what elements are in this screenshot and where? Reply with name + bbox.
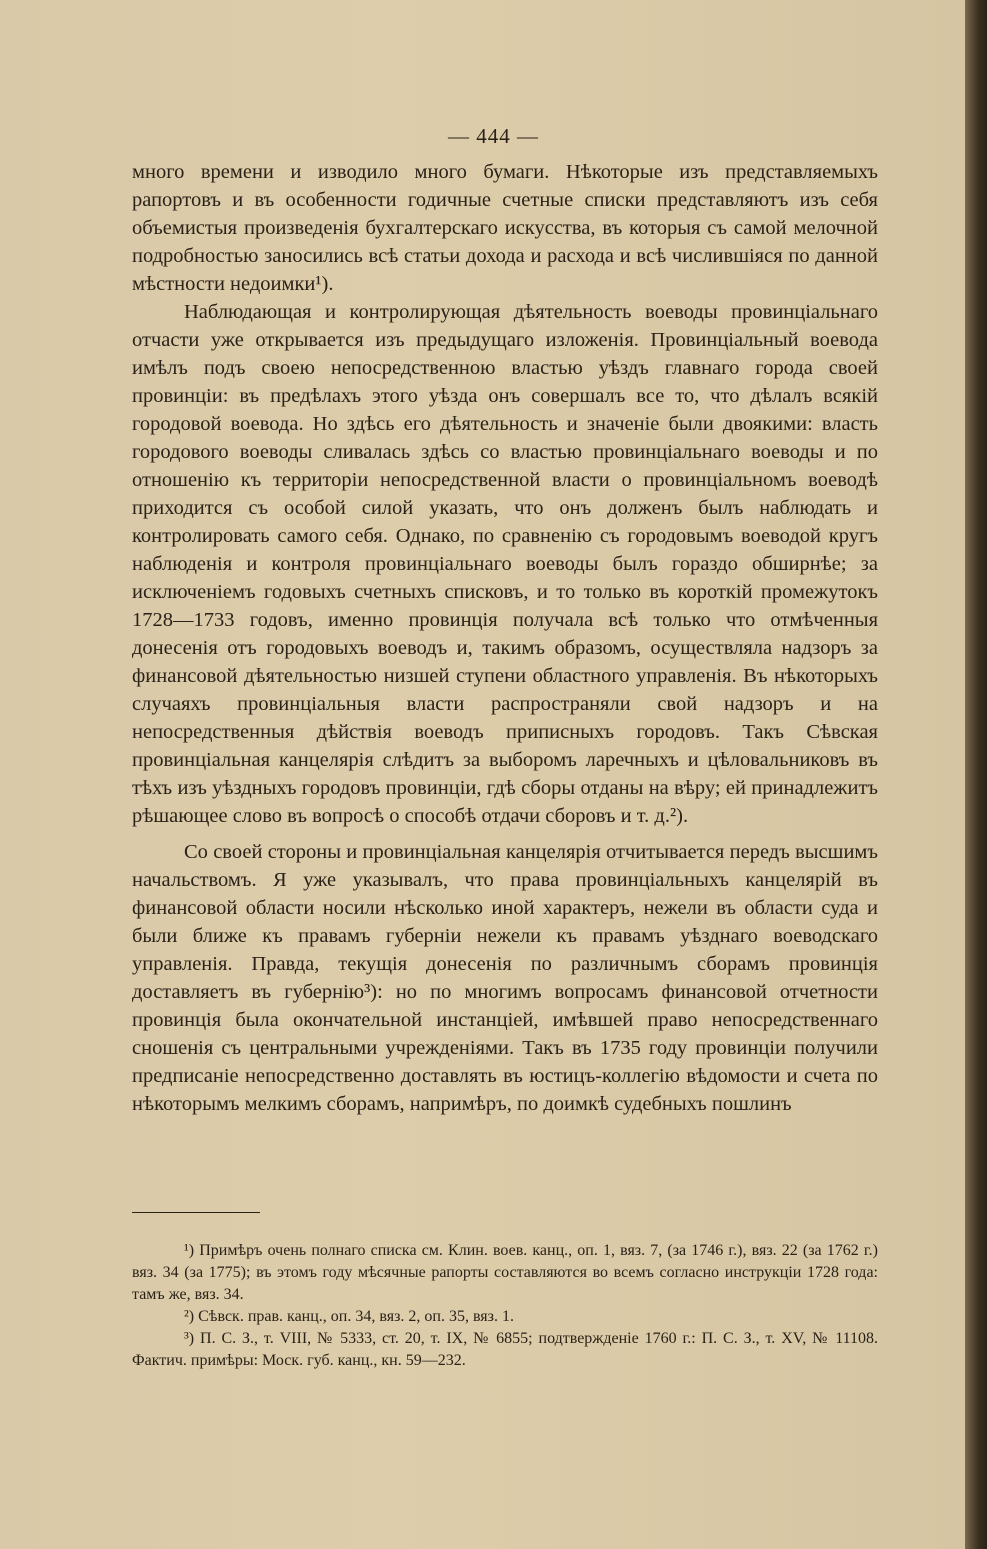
paragraph-1: много времени и изводило много бумаги. Нѣкоторые изъ представляемыхъ рапортовъ и въ особенности годичные счетные списки представляютъ изъ себя объемистыя произведенія бухгалтерскаго искусства, въ которыя съ самой мелочной подробностью заносились всѣ статьи дохода и расхода и всѣ числившіяся по данной мѣстности недоимки¹). [132, 161, 878, 295]
paragraph-3: Со своей стороны и провинціальная канцелярія отчитывается передъ высшимъ начальствомъ. Я уже указывалъ, что права провинціальныхъ канцелярій въ финансовой области носили нѣсколько иной характеръ, нежели въ области суда и были ближе къ правамъ губерніи нежели къ правамъ уѣзднаго воеводскаго управленія. Правда, текущія донесенія по различнымъ сборамъ провинція доставляетъ въ губернію³): но по многимъ вопросамъ финансовой отчетности провинція была окончательной инстанціей, имѣвшей право непосредственнаго сношенія съ центральными учрежденіями. Такъ въ 1735 году провинціи получили предписаніе непосредственно доставлять въ юстицъ-коллегію вѣдомости и счета по нѣкоторымъ мелкимъ сборамъ, напримѣръ, по доимкѣ судебныхъ пошлинъ [132, 841, 878, 1115]
footnote-3: ³) П. С. З., т. VIII, № 5333, ст. 20, т. IX, № 6855; подтвержденіе 1760 г.: П. С. З., т. XV, № 11108. Фактич. примѣры: Моск. губ. канц., кн. 59—232. [132, 1330, 878, 1369]
book-spine [965, 0, 987, 1549]
footnote-1: ¹) Примѣръ очень полнаго списка см. Клин. воев. канц., оп. 1, вяз. 7, (за 1746 г.), вяз. 22 (за 1762 г.) вяз. 34 (за 1775); въ этомъ году мѣсячные рапорты составляются во всемъ согласно инструкціи 1728 года: тамъ же, вяз. 34. [132, 1242, 878, 1303]
paragraph-2: Наблюдающая и контролирующая дѣятельность воеводы провинціальнаго отчасти уже открывается изъ предыдущаго изложенія. Провинціальный воевода имѣлъ подъ своею непосредственною властью уѣздъ главнаго города своей провинціи: въ предѣлахъ этого уѣзда онъ совершалъ все то, что дѣлалъ всякій городовой воевода. Но здѣсь его дѣятельность и значеніе были двоякими: власть городового воеводы сливалась здѣсь со властью провинціальнаго воеводы и по отношенію къ территоріи непосредственной власти о провинціальномъ воеводѣ приходится съ особой силой указать, что онъ долженъ былъ наблюдать и контролировать самого себя. Однако, по сравненію съ городовымъ воеводой кругъ наблюденія и контроля провинціальнаго воеводы былъ гораздо обширнѣе; за исключеніемъ годовыхъ счетныхъ списковъ, и то только въ короткій промежутокъ 1728—1733 годовъ, именно провинція получала всѣ только что отмѣченныя донесенія отъ городовыхъ воеводъ и, такимъ образомъ, осуществляла надзоръ за финансовой дѣятельностью низшей ступени областного управленія. Въ нѣкоторыхъ случаяхъ провинціальныя власти распространяли свой надзоръ и на непосредственныя дѣйствія воеводъ приписныхъ городовъ. Такъ Сѣвская провинціальная канцелярія слѣдитъ за выборомъ ларечныхъ и цѣловальниковъ въ тѣхъ изъ уѣздныхъ городовъ провинціи, гдѣ сборы отданы на вѣру; ей принадлежитъ рѣшающее слово въ вопросѣ о способѣ отдачи сборовъ и т. д.²). [132, 301, 878, 827]
footnote-divider [132, 1212, 260, 1213]
body-text [132, 158, 878, 1118]
footnotes [132, 1240, 878, 1372]
footnote-2: ²) Сѣвск. прав. канц., оп. 34, вяз. 2, оп. 35, вяз. 1. [184, 1308, 514, 1325]
page-number: — 444 — [448, 124, 539, 148]
